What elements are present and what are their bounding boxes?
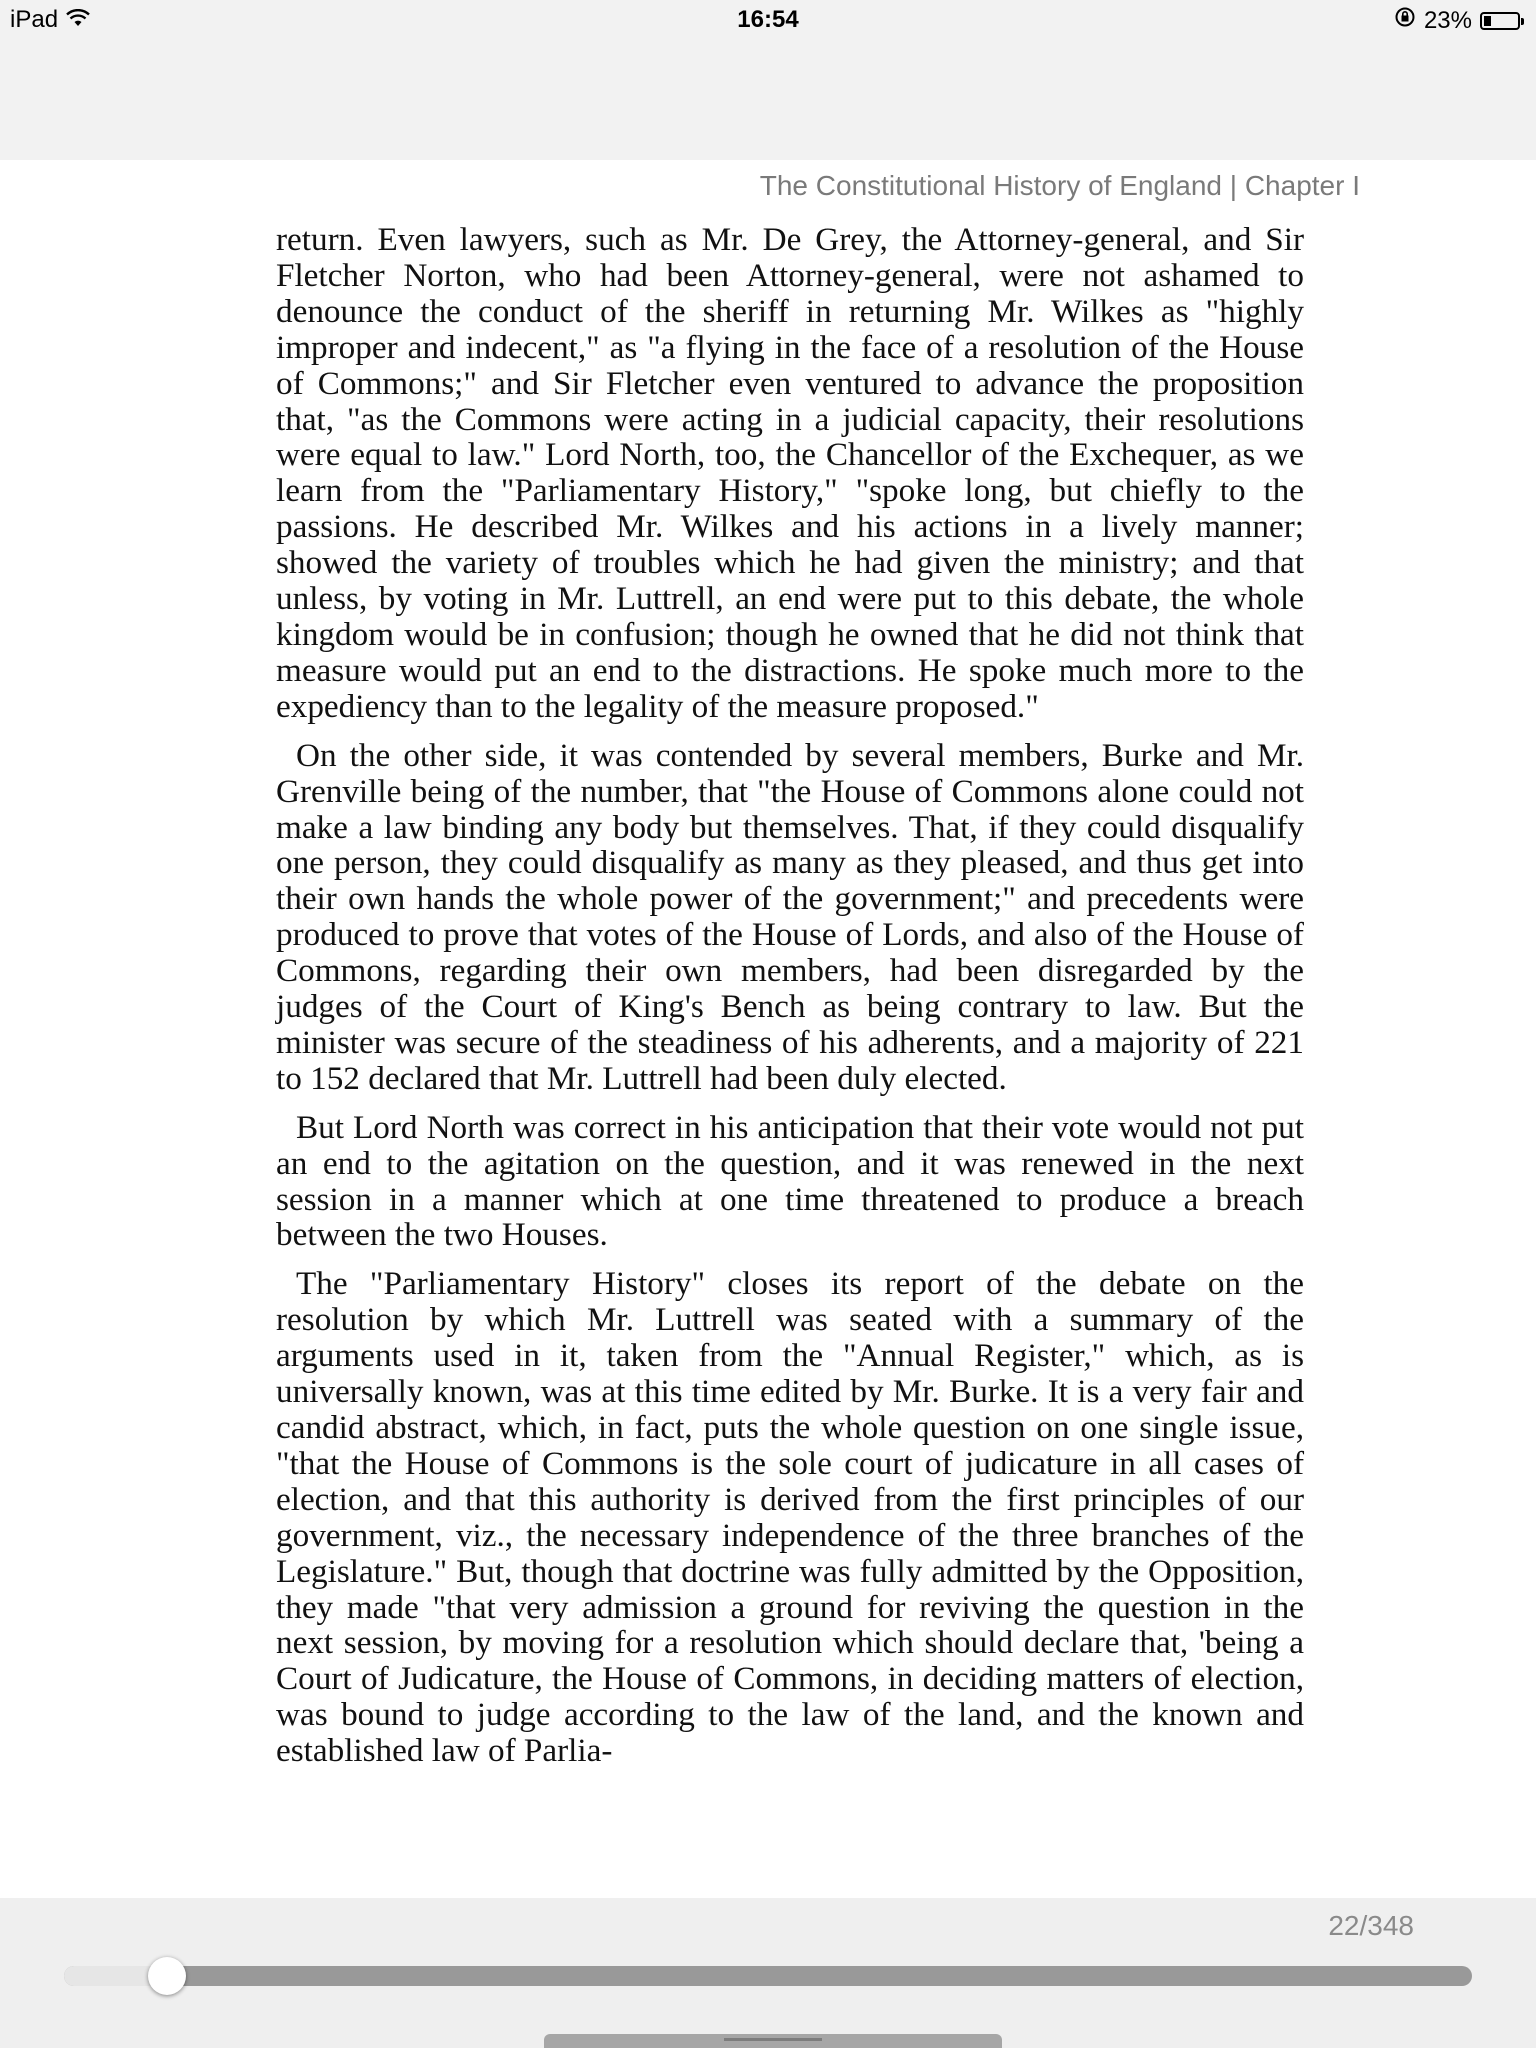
clock: 16:54: [737, 6, 799, 33]
grabber-icon: [724, 2038, 822, 2041]
page-counter: 22/348: [1328, 1910, 1414, 1941]
top-toolbar[interactable]: [0, 42, 1536, 160]
status-bar: [0, 0, 1536, 42]
battery-level-fill: [1484, 16, 1491, 26]
running-header: The Constitutional History of England | Chapter I: [759, 170, 1360, 201]
device-label: iPad: [10, 6, 59, 33]
paragraph: But Lord North was correct in his anticipation that their vote would not put an end to the agitation on the question, and it was renewed in the next session in a manner which at one time threatened to produce a breach between the two Houses.: [276, 1108, 1304, 1254]
page-slider-track[interactable]: [64, 1966, 1472, 1986]
page-slider-thumb[interactable]: [148, 1957, 186, 1995]
orientation-lock-icon: [1394, 6, 1416, 35]
battery-icon: [1480, 12, 1520, 30]
drawer-handle[interactable]: [544, 2034, 1002, 2048]
paragraph: The "Parliamentary History" closes its report of the debate on the resolution by which Mr. Luttrell was seated with a summary of the arguments used in it, taken from the "Annual Register," which, as is universally known, was at this time edited by Mr. Burke. It is a very fair and candid abstract, which, in fact, puts the whole question on one single issue, "that the House of Commons is the sole court of judicature in all cases of election, and that this authority is derived from the first principles of our government, viz., the necessary independence of the three branches of the Legislature." But, though that doctrine was fully admitted by the Opposition, they made "that very admission a ground for reviving the question in the next session, by moving for a resolution which should declare that, 'being a Court of Judicature, the House of Commons, in deciding matters of election, was bound to judge according to the law of the land, and the known and established law of Parlia-: [276, 1265, 1304, 1770]
status-right: [1394, 6, 1520, 35]
paragraph: return. Even lawyers, such as Mr. De Grey, the Attorney-general, and Sir Fletcher Norton, who had been Attorney-general, were not ashamed to denounce the conduct of the sheriff in returning Mr. Wilkes as "highly improper and indecent," as "a flying in the face of a resolution of the House of Commons;" and Sir Fletcher even ventured to advance the proposition that, "as the Commons were acting in a judicial capacity, their resolutions were equal to law." Lord North, too, the Chancellor of the Exchequer, as we learn from the "Parliamentary History," "spoke long, but chiefly to the passions. He described Mr. Wilkes and his actions in a lively manner; showed the variety of troubles which he had given the ministry; and that unless, by voting in Mr. Luttrell, an end were put to this debate, the whole kingdom would be in confusion; though he owned that he did not think that measure would put an end to the distractions. He spoke much more to the expediency than to the legality of the measure proposed.": [276, 221, 1304, 725]
page-text: [276, 222, 1304, 1782]
battery-percent: 23%: [1423, 6, 1472, 34]
paragraph: On the other side, it was contended by several members, Burke and Mr. Grenville being of the number, that "the House of Commons alone could not make a law binding any body but themselves. That, if they could disqualify one person, they could disqualify as many as they pleased, and thus get into their own hands the whole power of the government;" and precedents were produced to prove that votes of the House of Lords, and also of the House of Commons, regarding their own members, had been disregarded by the judges of the Court of King's Bench as being contrary to law. But the minister was secure of the steadiness of his adherents, and a majority of 221 to 152 declared that Mr. Luttrell had been duly elected.: [276, 736, 1304, 1097]
